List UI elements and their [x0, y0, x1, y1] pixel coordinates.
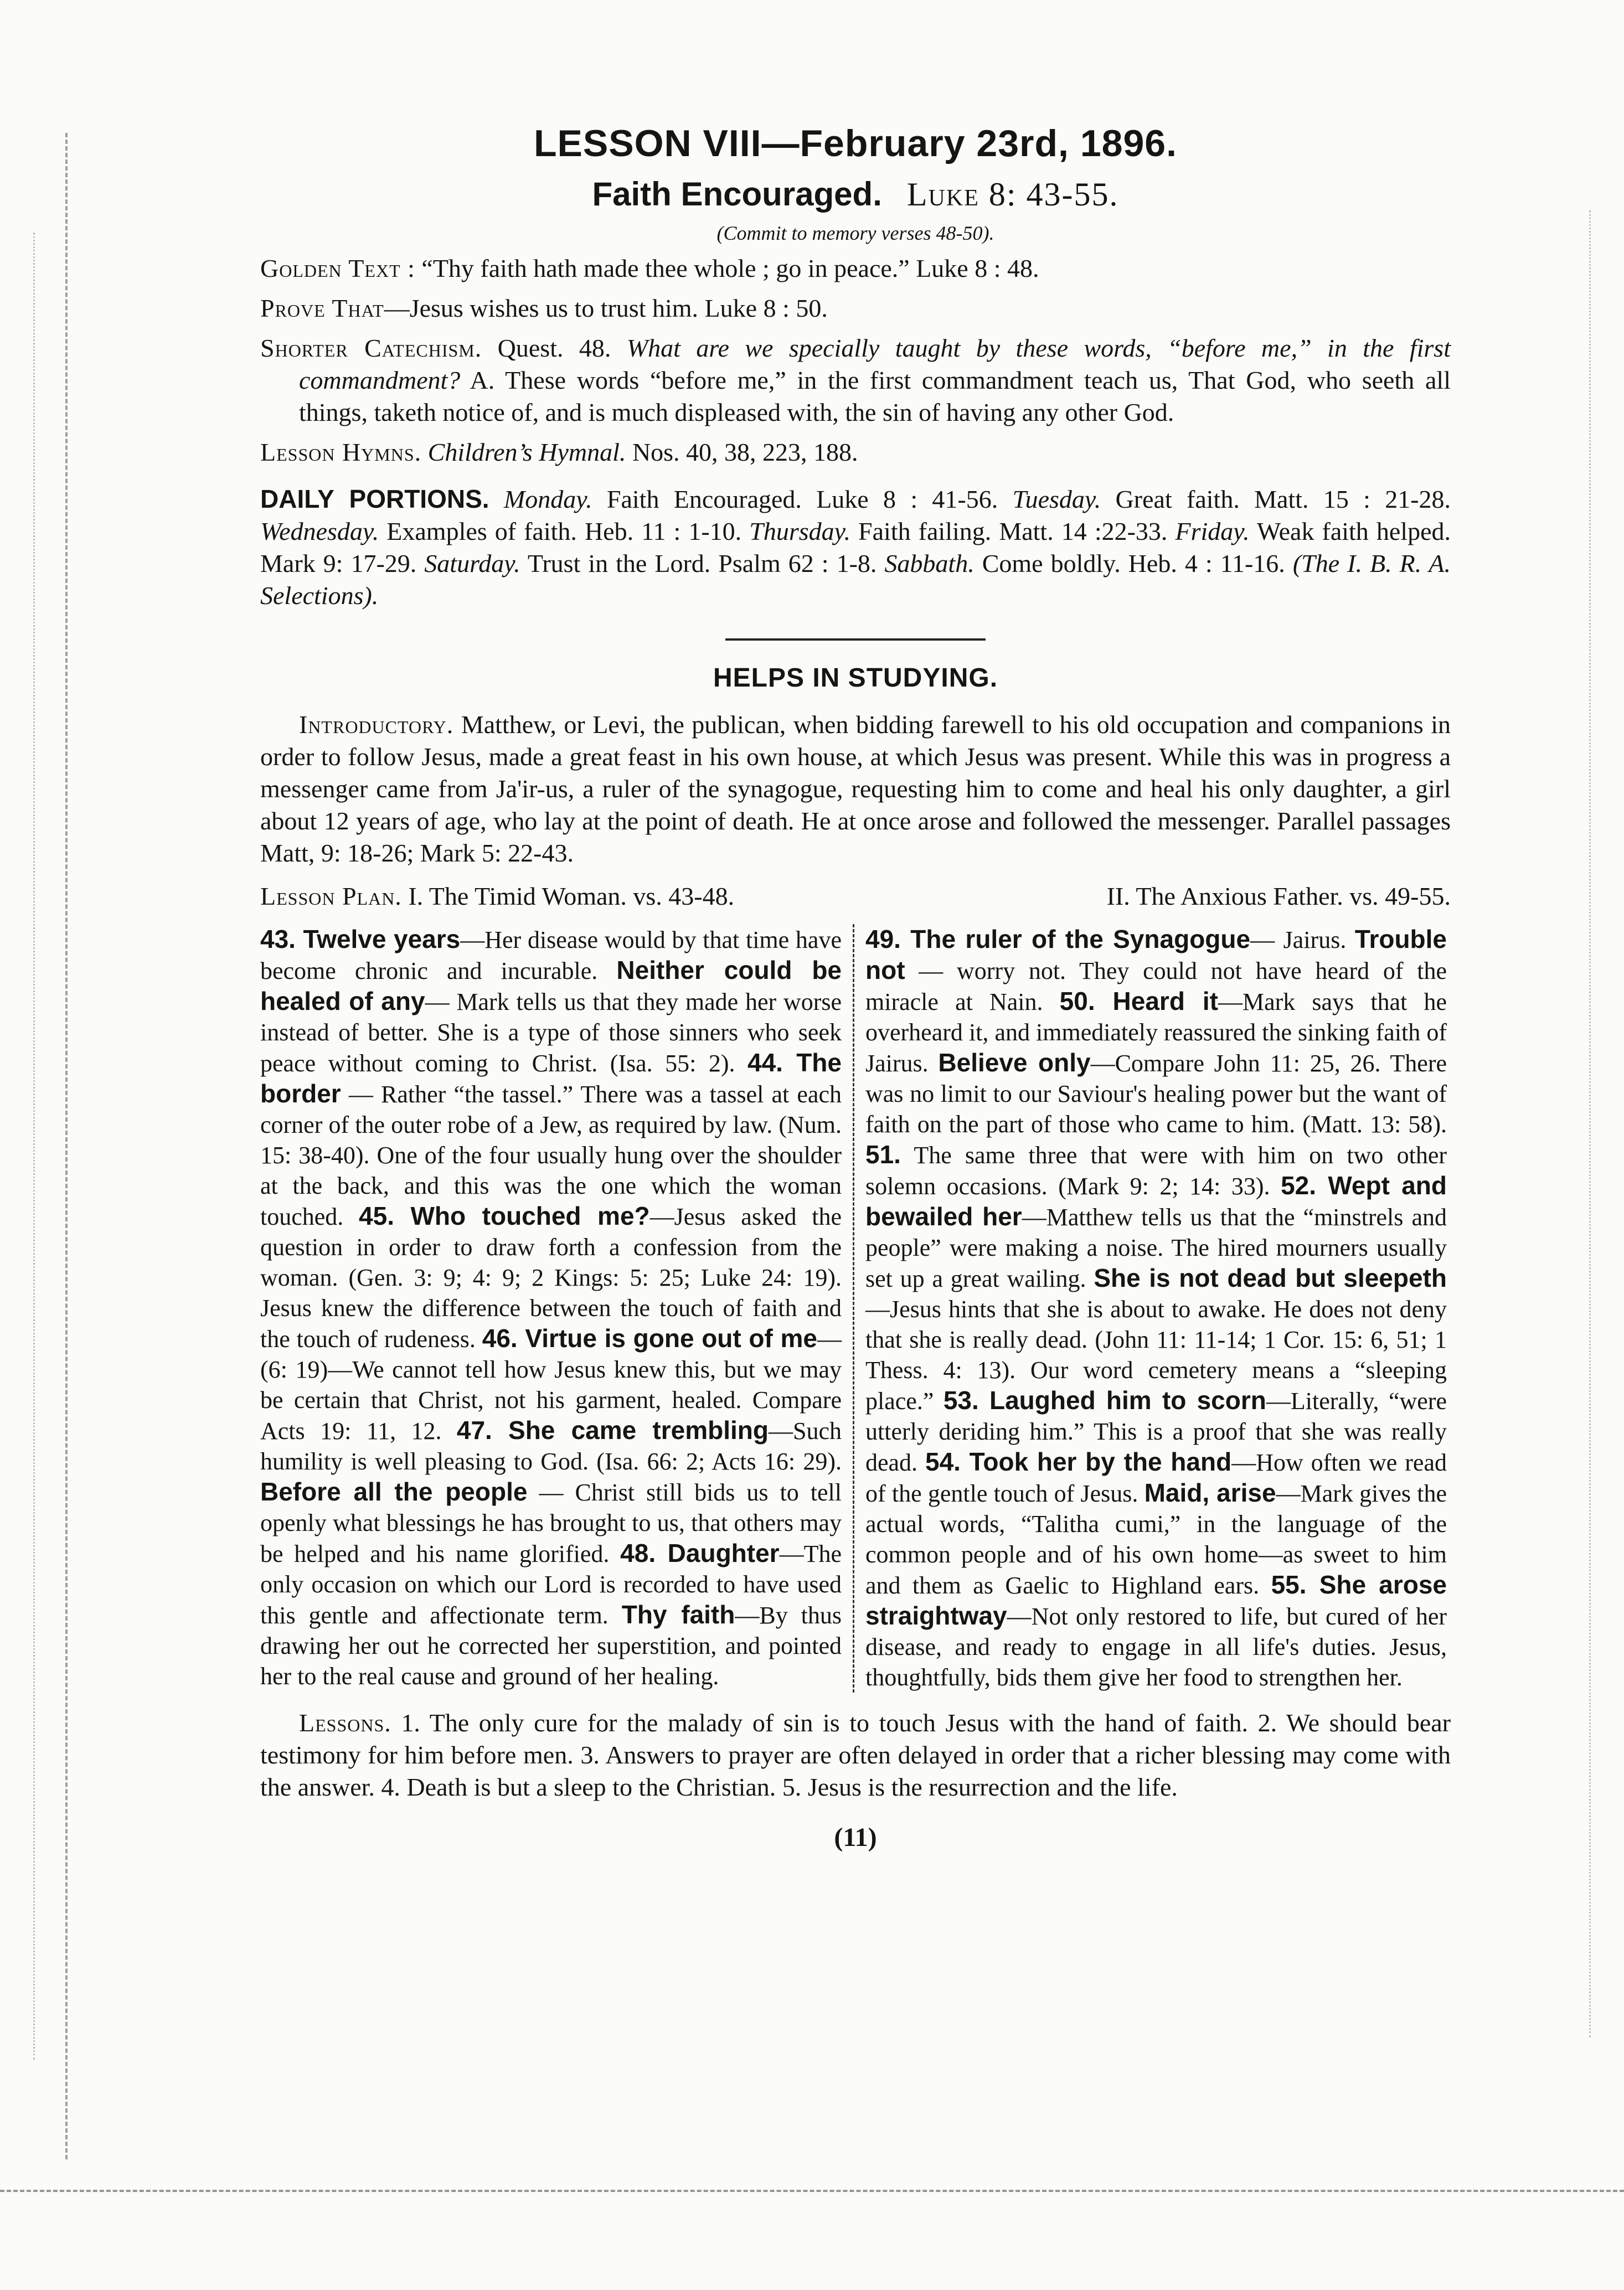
- lesson-plan-label: Lesson Plan.: [260, 882, 402, 910]
- verse-heading: Thy faith: [621, 1600, 735, 1629]
- daily-day: Sabbath.: [884, 549, 975, 577]
- verse-note: —Not only restored to life, but cured of her disease, and ready to engage in all life's duties. Jesus, thoughtfully, bids them give her food to strengthen her.: [865, 1603, 1447, 1691]
- lesson-topic: Faith Encouraged.: [592, 176, 882, 213]
- verse-note: —Mark gives the actual words, “Talitha cumi,” in the language of the common people and of his own home—as sweet to him and them as Gaelic to Highland ears.: [865, 1480, 1447, 1599]
- prove-that: [260, 292, 1451, 324]
- verse-note: —Matthew tells us that the “minstrels and people” were making a noise. The hired mourners usually set up a great wailing.: [865, 1204, 1447, 1292]
- lesson-subtitle: [260, 175, 1451, 214]
- verse-heading: Believe only: [938, 1048, 1091, 1077]
- lessons: [260, 1707, 1451, 1803]
- verse-heading: 47. She came trembling: [456, 1416, 769, 1445]
- verse-heading: 45. Who touched me?: [359, 1201, 650, 1230]
- verse-note: —Mark says that he overheard it, and immediately reassured the sinking faith of Jairus.: [865, 988, 1447, 1077]
- verse-heading: 50. Heard it: [1059, 987, 1218, 1015]
- scan-edge-bottom: [0, 2190, 1624, 2192]
- notes-columns: [260, 924, 1451, 1693]
- verse-note: —How often we read of the gentle touch of Jesus.: [865, 1449, 1447, 1507]
- lesson-reference: Luke 8: 43-55.: [906, 176, 1119, 213]
- shorter-catechism: [260, 332, 1451, 429]
- daily-day: Tuesday.: [1012, 485, 1101, 513]
- golden-text: [260, 252, 1451, 285]
- golden-text-label: Golden Text :: [260, 254, 415, 282]
- daily-portions-closing: (The I. B. R. A. Selections).: [260, 549, 1451, 610]
- verse-heading: Maid, arise: [1144, 1478, 1276, 1507]
- memory-verses: (Commit to memory verses 48-50).: [716, 222, 994, 244]
- verse-note: — worry not. They could not have heard of the miracle at Nain.: [865, 957, 1447, 1015]
- verse-heading: She is not dead but sleepeth: [1094, 1263, 1447, 1292]
- daily-day: Monday.: [503, 485, 592, 513]
- page-content: [260, 122, 1451, 1853]
- verse-heading: 49. The ruler of the Synagogue: [865, 925, 1251, 953]
- page-number: (11): [834, 1823, 877, 1852]
- lesson-plan: [260, 881, 1451, 911]
- daily-reading: Weak faith helped. Mark 9: 17-29.: [260, 517, 1451, 577]
- verse-note: —The only occasion on which our Lord is recorded to have used this gentle and affectionate term.: [260, 1540, 842, 1629]
- catechism-question: What are we specially taught by these words, “before me,” in the first commandment?: [299, 334, 1451, 394]
- daily-day: Thursday.: [749, 517, 850, 545]
- scan-edge-left-outer: [33, 233, 38, 2060]
- prove-that-label: Prove That: [260, 294, 384, 322]
- lesson-plan-first: [260, 881, 734, 911]
- golden-text-body: “Thy faith hath made thee whole ; go in peace.” Luke 8 : 48.: [421, 254, 1039, 282]
- verse-note: — Christ still bids us to tell openly what blessings he has brought to us, that others may be helped and his name glorified.: [260, 1479, 842, 1567]
- lesson-plan-part-2: II. The Anxious Father. vs. 49-55.: [1106, 882, 1451, 910]
- daily-reading: Faith failing. Matt. 14 :22-33.: [850, 517, 1176, 545]
- verse-heading: 53. Laughed him to scorn: [943, 1386, 1266, 1415]
- daily-portions: [260, 483, 1451, 612]
- verse-heading: 46. Virtue is gone out of me: [482, 1324, 817, 1353]
- daily-portions-label: DAILY PORTIONS.: [260, 484, 489, 513]
- verse-heading: 54. Took her by the hand: [925, 1447, 1232, 1476]
- notes-right-column: [853, 924, 1447, 1693]
- verse-note: —Jesus hints that she is about to awake. He does not deny that she is really dead. (John 11: 11-14; 1 Cor. 15: 6, 51; 1 Thess. 4: 13). Our word cemetery means a “sleeping place.”: [865, 1296, 1447, 1415]
- lesson-title: LESSON VIII—February 23rd, 1896.: [533, 122, 1177, 164]
- verse-note: —Her disease would by that time have become chronic and incurable.: [260, 926, 842, 984]
- notes-left-column: [260, 924, 853, 1693]
- lessons-label: Lessons.: [299, 1709, 391, 1737]
- hymns-label: Lesson Hymns.: [260, 438, 422, 466]
- daily-day: Friday.: [1175, 517, 1250, 545]
- catechism-answer: A. These words “before me,” in the first commandment teach us, That God, who seeth all things, taketh notice of, and is much displeased with, the sin of having any other God.: [299, 366, 1451, 426]
- lesson-plan-part-1: I. The Timid Woman. vs. 43-48.: [408, 882, 735, 910]
- verse-note: —Such humility is well pleasing to God. (Isa. 66: 2; Acts 16: 29).: [260, 1417, 842, 1475]
- scan-edge-left: [65, 133, 75, 2159]
- verse-note: —Literally, “were utterly deriding him.” This is a proof that she was really dead.: [865, 1388, 1447, 1476]
- verse-note: — Mark tells us that they made her worse instead of better. She is a type of those sinners who seek peace without coming to Christ. (Isa. 55: 2).: [260, 988, 842, 1077]
- hymns-book: Children’s Hymnal.: [427, 438, 626, 466]
- daily-reading: Examples of faith. Heb. 11 : 1-10.: [379, 517, 750, 545]
- introductory-label: Introductory.: [299, 710, 454, 739]
- verse-note: — Jairus.: [1250, 926, 1355, 953]
- verse-note: — Rather “the tassel.” There was a tassel at each corner of the outer robe of a Jew, as required by law. (Num. 15: 38-40). One of the four usually hung over the shoulder at the back, and this was the one which the woman touched.: [260, 1081, 842, 1230]
- introductory: [260, 709, 1451, 869]
- verse-heading: 52. Wept and bewailed her: [865, 1171, 1447, 1231]
- verse-heading: 55. She arose straightway: [865, 1570, 1447, 1630]
- verse-heading: Trouble not: [865, 925, 1447, 984]
- verse-note: —By thus drawing her out he corrected her superstition, and pointed her to the real cause and ground of her healing.: [260, 1602, 842, 1690]
- verse-heading: 43. Twelve years: [260, 925, 461, 953]
- verse-note: —Jesus asked the question in order to draw forth a confession from the woman. (Gen. 3: 9; 4: 9; 2 Kings: 5: 25; Luke 24: 19). Jesus knew the difference between the touch of faith and the touch of rudeness.: [260, 1203, 842, 1353]
- verse-note: —(6: 19)—We cannot tell how Jesus knew this, but we may be certain that Christ, not his garment, healed. Compare Acts 19: 11, 12.: [260, 1325, 842, 1445]
- introductory-text: Matthew, or Levi, the publican, when bidding farewell to his old occupation and companions in order to follow Jesus, made a great feast in his own house, at which Jesus was present. While this was in progress a messenger came from Ja'ir-us, a ruler of the synagogue, requesting him to come and heal his only daughter, a girl about 12 years of age, who lay at the point of death. He at once arose and followed the messenger. Parallel passages Matt, 9: 18-26; Mark 5: 22-43.: [260, 710, 1451, 867]
- hymns-numbers: Nos. 40, 38, 223, 188.: [632, 438, 858, 466]
- verse-heading: 51.: [865, 1140, 901, 1169]
- catechism-label: Shorter Catechism.: [260, 334, 482, 362]
- verse-note: The same three that were with him on two other solemn occasions. (Mark 9: 2; 14: 33).: [865, 1142, 1447, 1200]
- scan-edge-right: [1589, 210, 1594, 2038]
- daily-reading: Great faith. Matt. 15 : 21-28.: [1101, 485, 1451, 513]
- catechism-quest: Quest. 48.: [497, 334, 611, 362]
- prove-that-body: —Jesus wishes us to trust him. Luke 8 : 50.: [384, 294, 828, 322]
- verse-heading: Before all the people: [260, 1477, 528, 1506]
- daily-day: Saturday.: [424, 549, 520, 577]
- verse-heading: Neither could be healed of any: [260, 956, 842, 1015]
- daily-reading: Trust in the Lord. Psalm 62 : 1-8.: [520, 549, 885, 577]
- lesson-hymns: [260, 436, 1451, 468]
- verse-heading: 44. The border: [260, 1048, 842, 1108]
- daily-reading: Come boldly. Heb. 4 : 11-16.: [974, 549, 1293, 577]
- daily-day: Wednesday.: [260, 517, 379, 545]
- verse-note: —Compare John 11: 25, 26. There was no limit to our Saviour's healing power but the want of faith on the part of those who came to him. (Matt. 13: 58).: [865, 1050, 1447, 1138]
- daily-reading: Faith Encouraged. Luke 8 : 41-56.: [592, 485, 1013, 513]
- lessons-text: 1. The only cure for the malady of sin is to touch Jesus with the hand of faith. 2. We should bear testimony for him before men. 3. Answers to prayer are often delayed in order that a richer blessing may come with the answer. 4. Death is but a sleep to the Christian. 5. Jesus is the resurrection and the life.: [260, 1709, 1451, 1801]
- section-divider: [725, 638, 986, 641]
- helps-heading: HELPS IN STUDYING.: [713, 663, 998, 693]
- verse-heading: 48. Daughter: [620, 1539, 780, 1567]
